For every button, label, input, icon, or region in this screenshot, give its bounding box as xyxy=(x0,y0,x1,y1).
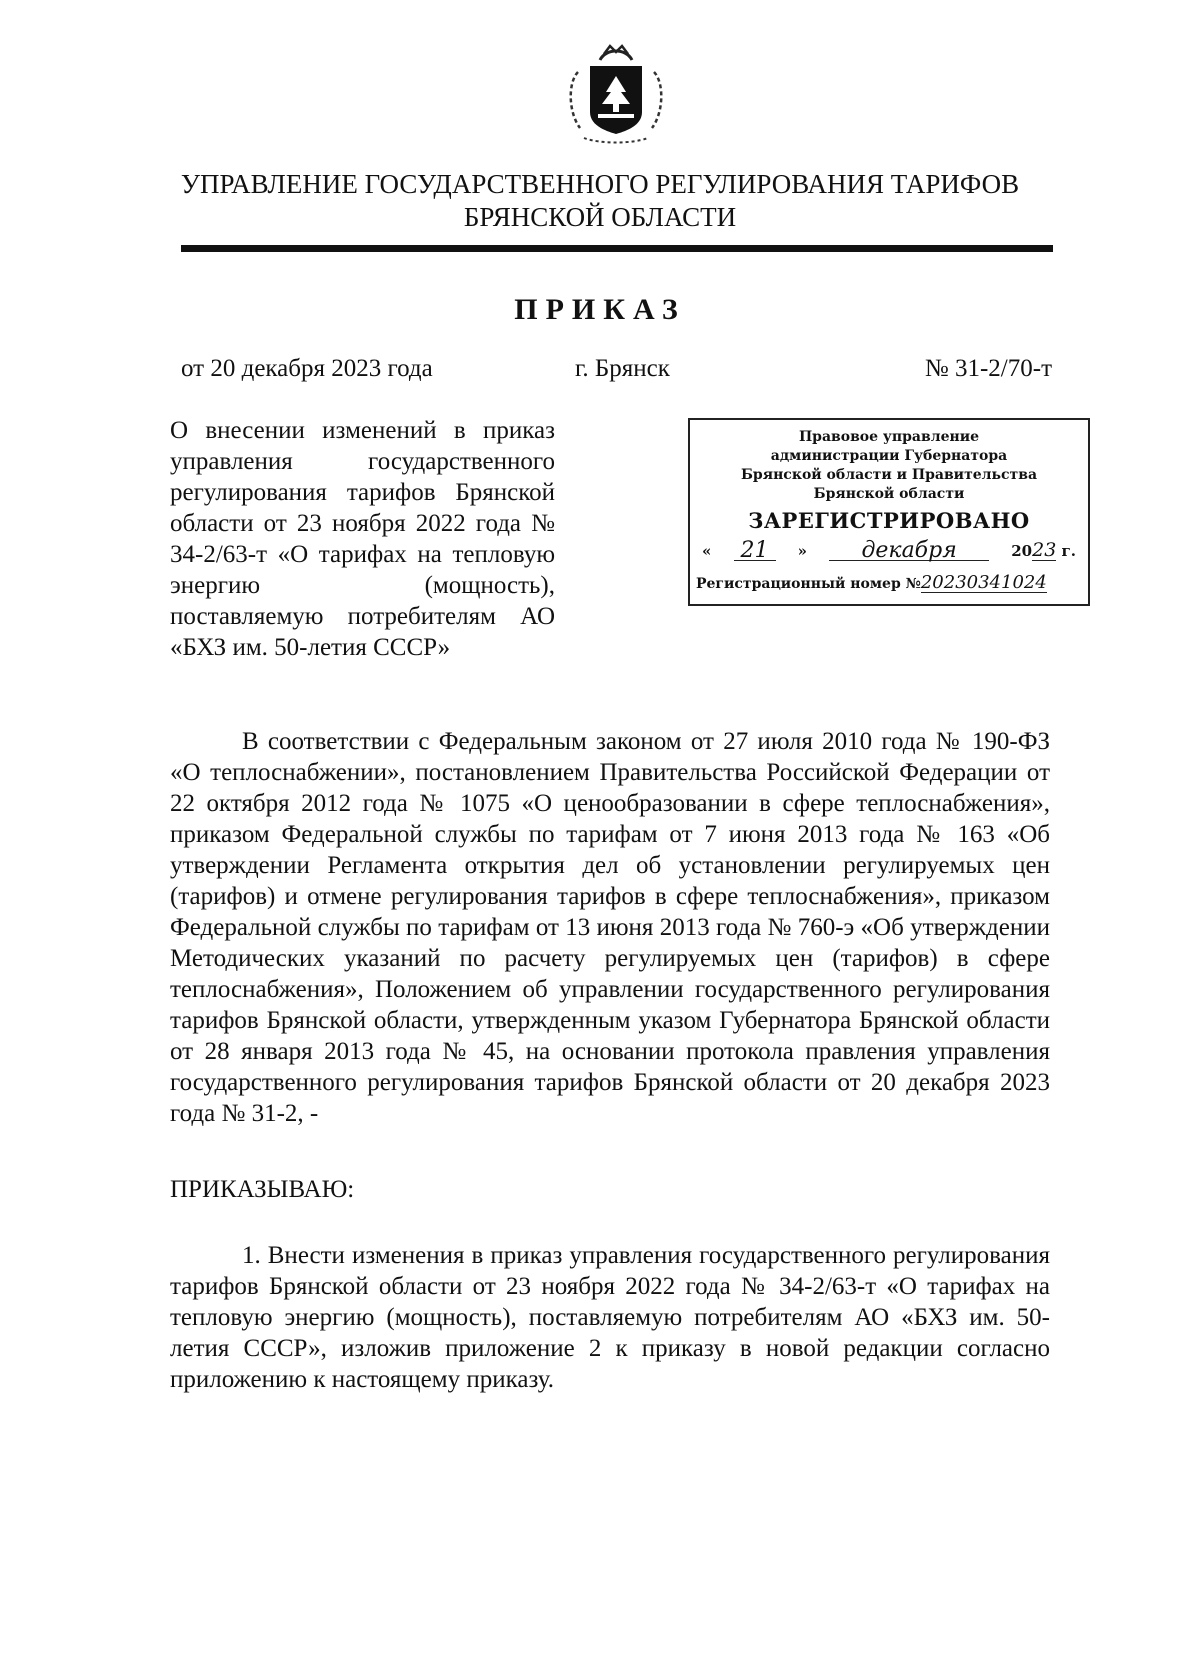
order-word: ПРИКАЗЫВАЮ: xyxy=(170,1176,355,1203)
stamp-registration-line xyxy=(696,573,1082,594)
stamp-month: декабря xyxy=(829,541,989,561)
stamp-open-quote: « xyxy=(702,542,712,560)
document-number: № 31-2/70-т xyxy=(924,355,1052,382)
stamp-reg-label: Регистрационный номер № xyxy=(696,576,921,592)
stamp-line1: Правовое управление xyxy=(798,429,980,445)
stamp-line3: Брянской области и Правительства xyxy=(740,467,1038,483)
organization-name-line1: УПРАВЛЕНИЕ ГОСУДАРСТВЕННОГО РЕГУЛИРОВАНИЯ ТАРИФОВ xyxy=(180,169,1020,199)
registration-stamp xyxy=(688,418,1090,606)
stamp-year-hand: 23 xyxy=(1032,539,1057,561)
bryansk-coat-of-arms-icon xyxy=(560,42,672,148)
stamp-line2: администрации Губернатора xyxy=(770,448,1008,464)
header-divider xyxy=(181,245,1053,252)
stamp-status: ЗАРЕГИСТРИРОВАНО xyxy=(748,508,1030,533)
document-title: ПРИКАЗ xyxy=(514,293,686,326)
stamp-year xyxy=(1011,541,1076,561)
stamp-line4: Брянской области xyxy=(813,486,965,502)
order-item-1: 1. Внести изменения в приказ управления государственного регулирования тарифов Брянской области от 23 ноября 2022 года № 34-2/63-т «О тарифах на тепловую энергию (мощность), поставляемую потребителям АО «БХЗ им. 50-летия СССР», изложив приложение 2 к приказу в новой редакции согласно приложению к настоящему приказу. xyxy=(170,1242,1050,1393)
stamp-year-suffix: г. xyxy=(1061,542,1076,560)
stamp-year-prefix: 20 xyxy=(1011,542,1033,560)
stamp-date-row xyxy=(702,538,1076,563)
document-city: г. Брянск xyxy=(575,355,670,382)
stamp-reg-number: 20230341024 xyxy=(920,572,1047,593)
document-date: от 20 декабря 2023 года xyxy=(181,355,433,382)
stamp-day: 21 xyxy=(734,541,776,561)
organization-name-line2: БРЯНСКОЙ ОБЛАСТИ xyxy=(463,202,737,232)
preamble-paragraph: В соответствии с Федеральным законом от 27 июля 2010 года № 190-ФЗ «О теплоснабжении», постановлением Правительства Российской Федерации от 22 октября 2012 года № 1075 «О ценообразовании в сфере теплоснабжения», приказом Федеральной службы по тарифам от 7 июня 2013 года № 163 «Об утверждении Регламента открытия дел об установлении регулируемых цен (тарифов) и отмене регулирования тарифов в сфере теплоснабжения», приказом Федеральной службы по тарифам от 13 июня 2013 года № 760-э «Об утверждении Методических указаний по расчету регулируемых цен (тарифов) в сфере теплоснабжения», Положением об управлении государственного регулирования тарифов Брянской области, утвержденным указом Губернатора Брянской области от 28 января 2013 года № 45, на основании протокола правления управления государственного регулирования тарифов Брянской области от 20 декабря 2023 года № 31-2, - xyxy=(170,728,1050,1127)
stamp-close-quote: » xyxy=(797,542,807,560)
document-subject: О внесении изменений в приказ управления государственного регулирования тарифов Брянской области от 23 ноября 2022 года № 34-2/63-т «О тарифах на тепловую энергию (мощность), поставляемую потребителям АО «БХЗ им. 50-летия СССР» xyxy=(170,417,555,661)
